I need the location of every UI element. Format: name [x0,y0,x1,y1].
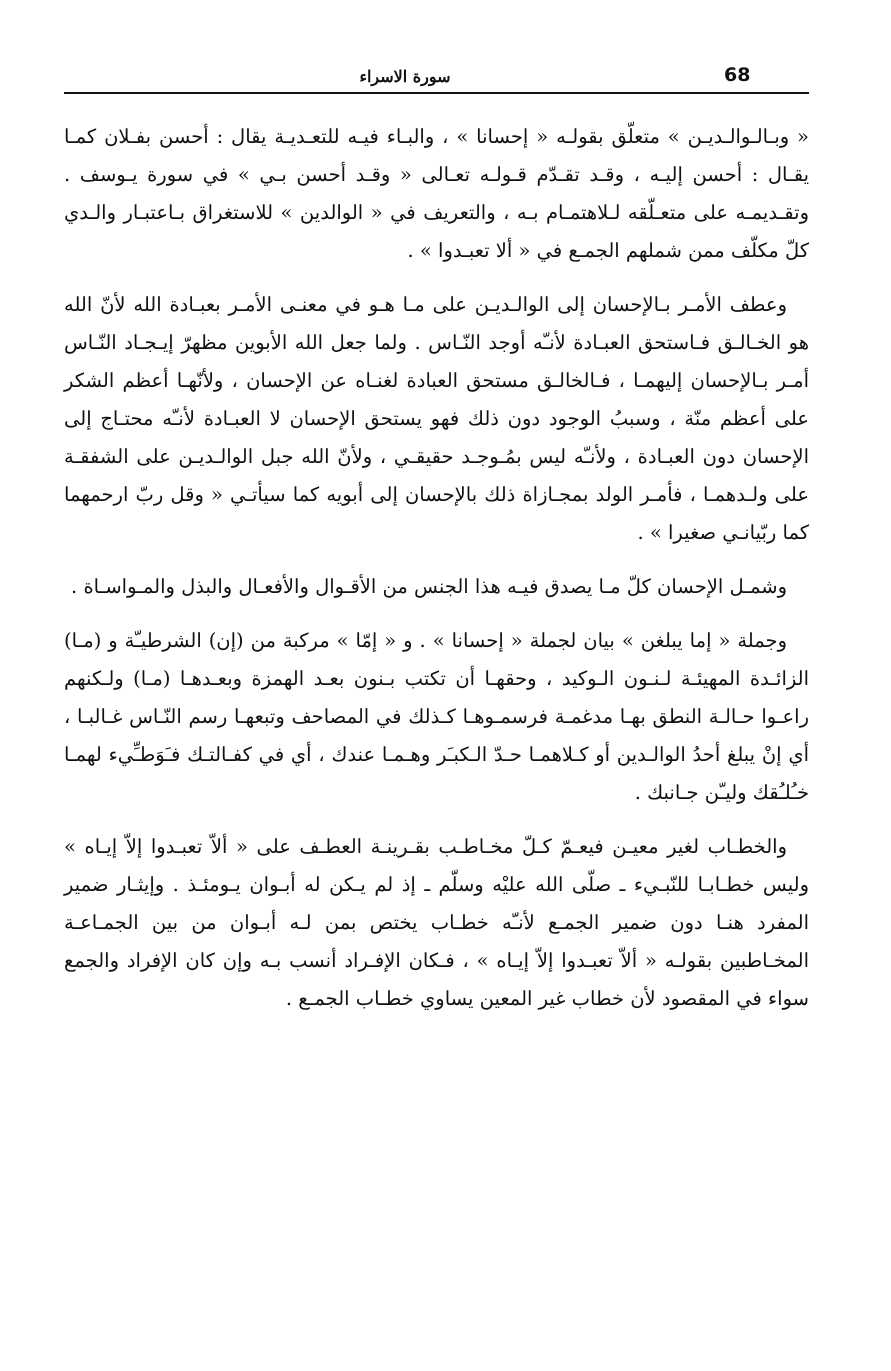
paragraph: والخطـاب لغير معيـن فيعـمّ كـلّ مخـاطـب بقـرينـة العطـف على « ألاّ تعبـدوا إلاّ إيـاه » وليس خطـابـا للنّبـيء ـ صلّى الله عليْه وسلّم ـ إذ لم يـكن له أبـوان يـومئـذ . وإيثـار ضمير المفرد هنـا دون ضمير الجمـع لأنـّه خطـاب يختص بمن لـه أبـوان من بين الجمـاعـة المخـاطبين بقولـه « ألاّ تعبـدوا إلاّ إيـاه » ، فـكان الإفـراد أنسب بـه وإن كان الإفراد والجمع سواء في المقصود لأن خطاب غير المعين يساوي خطـاب الجمـع . [64,835,809,1010]
paragraph: « وبـالـوالـديـن » متعلّق بقولـه « إحسانا » ، والبـاء فيـه للتعـديـة يقال : أحسن بفـلان كمـا يقـال : أحسن إليـه ، وقـد تقـدّم قـولـه تعـالى « وقـد أحسن بـي » في سورة يـوسف . وتقـديمـه على متعـلّقه لـلاهتمـام بـه ، والتعريف في « الوالدين » للاستغراق بـاعتبـار والـدي كلّ مكلّف ممن شملهم الجمـع في « ألا تعبـدوا » . [64,125,809,262]
paragraph: وشمـل الإحسان كلّ مـا يصدق فيـه هذا الجنس من الأقـوال والأفعـال والبذل والمـواسـاة . [71,575,787,598]
body-text [64,118,809,1034]
paragraph: وجملة « إما يبلغن » بيان لجملة « إحسانا » . و « إمّا » مركبة من (إن) الشرطيـّة و (مـا) الزائـدة المهيئـة لـنـون الـوكيد ، وحقهـا أن تكتب بـنون بعـد الهمزة وبعـدهـا (مـا) ولـكنهم راعـوا حـالـة النطق بهـا مدغمـة فرسمـوهـا كـذلك في المصاحف وتبعهـا رسم النّـاس غـالبـا ، أي إنْ يبلغ أحدُ الوالـدين أو كـلاهمـا حـدّ الـكبـَر وهـمـا عندك ، أي في كفـالتـك فـَوَطـِّيء لهمـا خـُلـُقك وليـّن جـانبك . [64,629,809,804]
paragraph: وعطف الأمـر بـالإحسان إلى الوالـديـن على مـا هـو في معنـى الأمـر بعبـادة الله لأنّ الله هو الخـالـق فـاستحق العبـادة لأنـّه أوجد النّـاس . ولما جعل الله الأبوين مظهرّ إيـجـاد النّـاس أمـر بـالإحسان إليهمـا ، فـالخالـق مستحق العبادة لغنـاه عن الإحسان ، ولأنّهـا أعظم الشكر على أعظم منّة ، وسببُ الوجود دون ذلك فهو يستحق الإحسان لا العبـادة لأنـّه محتـاج إلى الإحسان دون العبـادة ، ولأنـّه ليس بمُـوجـد حقيقـي ، ولأنّ الله جبل الوالـديـن على الشفقـة على ولـدهمـا ، فأمـر الولد بمجـازاة ذلك بالإحسان إلى أبويه كما سيأتـي « وقل ربّ ارحمهما كما ربّيانـي صغيرا » . [64,293,809,544]
running-title: سورة الاسراء [359,67,451,86]
page-number: 68 [724,64,751,86]
